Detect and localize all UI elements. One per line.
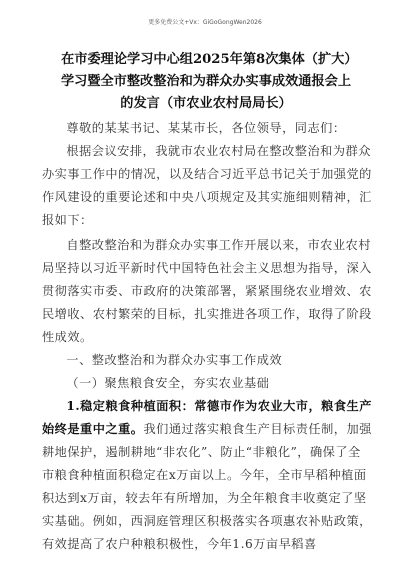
overview-paragraph: 自整改整治和为群众办实事工作开展以来，市农业农村局坚持以习近平新时代中国特色社会主义思想为指导，深入贯彻落实市委、市政府的决策部署，紧紧围绕农业增效、农民增收、农村繁荣的目标，扎实推进各项工作，取得了阶段性成效。	[42, 238, 372, 344]
point-bold-lead: 1.稳定粮食种植面积：常德市作为农业大市，粮食生产始终是重中之重。	[42, 399, 372, 436]
header-watermark: 更多免费公文+Vx：GiGoGongWen2026	[148, 19, 262, 26]
document-title: 在市委理论学习中心组2025年第8次集体（扩大）学习暨全市整改整治和为群众办实事成效通报会上的发言（市农业农村局局长）	[60, 52, 352, 111]
intro-paragraph: 根据会议安排，我就市农业农村局在整改整治和为群众办实事工作中的情况，以及结合习近平总书记关于加强党的作风建设的重要论述和中央八项规定及其实施细则精神，汇报如下：	[42, 144, 372, 227]
section-heading: 一、整改整治和为群众办实事工作成效	[66, 353, 283, 367]
document-body	[42, 117, 372, 556]
subsection-heading: （一）聚焦粮食安全，夯实农业基础	[66, 376, 270, 390]
salutation: 尊敬的某某书记、某某市长，各位领导，同志们：	[66, 121, 346, 135]
point-body-text: 我们通过落实粮食生产目标责任制，加强耕地保护，遏制耕地“非农化”、防止“非粮化”，确保了全市粮食种植面积稳定在x万亩以上。今年，全市早稻种植面积达到x万亩，较去年有所增加，为全年粮食丰收奠定了坚实基础。例如，西洞庭管理区积极落实各项惠农补贴政策，有效提高了农户种粮积极性，今年1.6万亩早稻喜	[42, 422, 372, 551]
point-paragraph	[42, 395, 372, 556]
